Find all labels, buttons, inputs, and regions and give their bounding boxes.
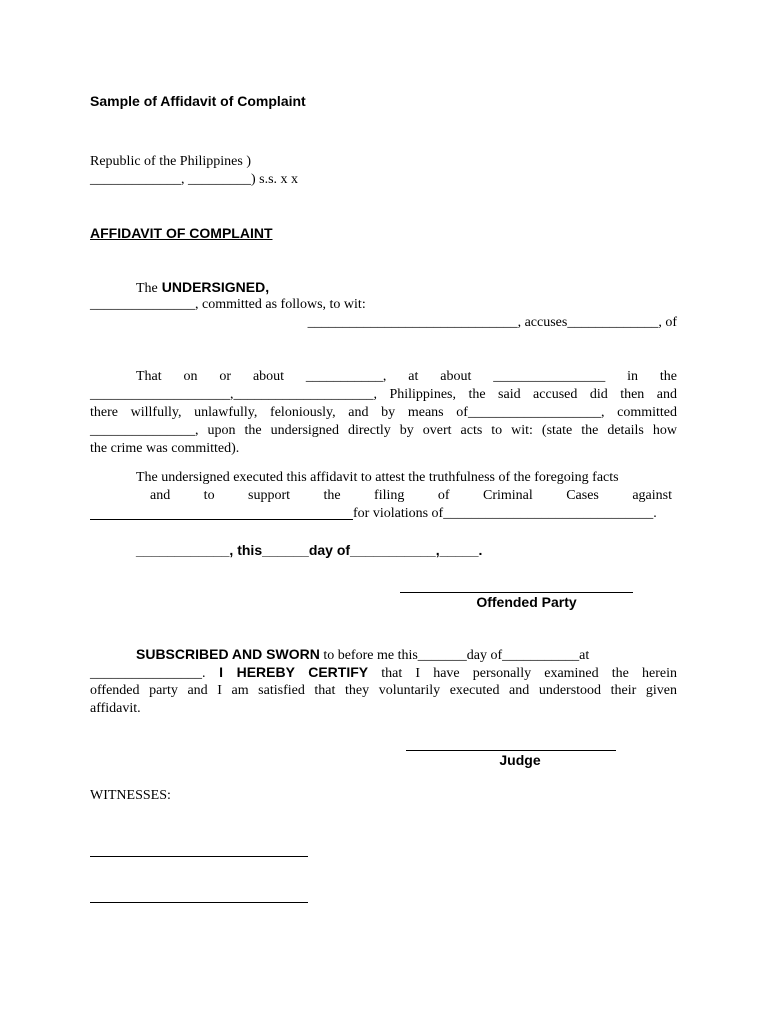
p2-line-5: the crime was committed).: [90, 441, 240, 456]
date-line: ____________, this______day of___________,_____.: [136, 542, 483, 558]
undersigned-line: [136, 278, 269, 298]
subscribed-line: [136, 645, 589, 665]
p4-line-3: offended party and I am satisfied that they voluntarily executed and understood their given: [90, 683, 677, 698]
witnesses-label: WITNESSES:: [90, 788, 171, 803]
p2-line-2: ____________________,____________________, Philippines, the said accused did then and: [90, 387, 677, 402]
accused-name-blank: [90, 519, 353, 520]
hereby-certify-label: I HEREBY CERTIFY: [219, 664, 369, 680]
committed-line: _______________, committed as follows, to wit:: [90, 297, 366, 312]
undersigned-label: UNDERSIGNED,: [161, 279, 270, 295]
p3-line-3: for violations of______________________________.: [353, 506, 657, 521]
p2-line-4: _______________, upon the undersigned directly by overt acts to wit: (state the details how: [90, 423, 677, 438]
p2-line-3: there willfully, unlawfully, feloniously, and by means of___________________, committed: [90, 405, 677, 420]
affidavit-heading: AFFIDAVIT OF COMPLAINT: [90, 225, 273, 241]
republic-line: Republic of the Philippines ): [90, 154, 251, 169]
judge-label: Judge: [499, 752, 541, 768]
p3-line-1: The undersigned executed this affidavit to attest the truthfulness of the foregoing facts: [136, 470, 619, 485]
document-title: Sample of Affidavit of Complaint: [90, 93, 306, 109]
the-word: The: [136, 281, 158, 296]
certify-rest: that I have personally examined the herein: [368, 666, 678, 681]
certify-line: [90, 663, 677, 683]
witness-signature-line-2: [90, 902, 308, 903]
accuses-line: ______________________________, accuses_____________, of: [307, 315, 677, 330]
p2-line-1: That on or about ___________, at about ________________ in the: [136, 369, 677, 384]
witness-signature-line-1: [90, 856, 308, 857]
subscribed-rest: to before me this_______day of___________at: [319, 648, 590, 663]
p3-line-2: and to support the filing of Criminal Cases against: [150, 488, 672, 503]
subscribed-sworn-label: SUBSCRIBED AND SWORN: [136, 646, 320, 662]
venue-line: _____________, _________) s.s. x x: [90, 172, 299, 187]
offended-party-label: Offended Party: [476, 594, 577, 610]
p4-line-4: affidavit.: [90, 701, 141, 716]
certify-blank: ________________.: [90, 666, 206, 681]
